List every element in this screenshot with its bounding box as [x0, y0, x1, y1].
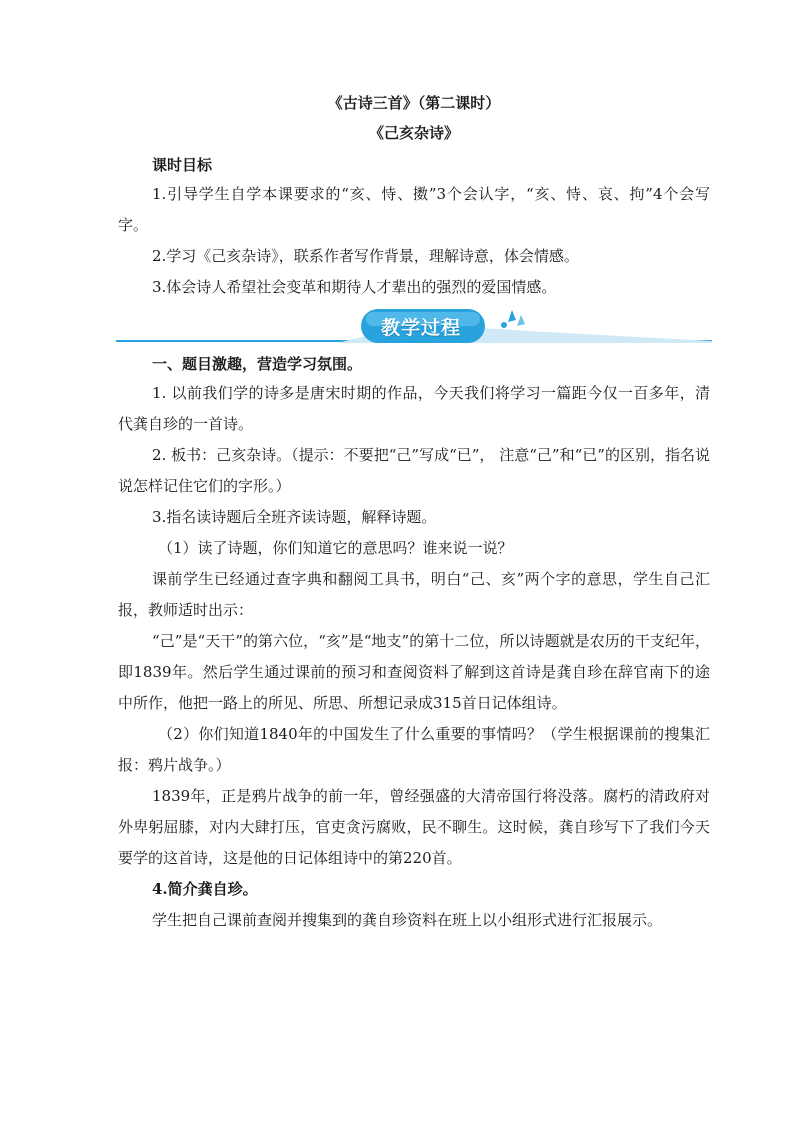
- process-paragraph-7: 4.简介龚自珍。: [152, 880, 258, 898]
- process-paragraph-2: 2. 板书：己亥杂诗。（提示：不要把“己”写成“已”， 注意“己”和“已”的区别，指名说说怎样记住它们的字形。）: [118, 446, 710, 495]
- banner-label: 教学过程: [380, 317, 461, 339]
- process-paragraph-6: 1839年，正是鸦片战争的前一年，曾经强盛的大清帝国行将没落。腐朽的清政府对外卑躬屈膝，对内大肆打压，官吏贪污腐败，民不聊生。这时候，龚自珍写下了我们今天要学的这首诗，这是他的日记体组诗中的第220首。: [118, 787, 710, 867]
- section-1-heading: 一、题目激趣，营造学习氛围。: [152, 355, 363, 373]
- process-paragraph-3: 3.指名读诗题后全班齐读诗题，解释诗题。: [152, 508, 437, 526]
- document-subtitle: 《己亥杂诗》: [368, 124, 459, 142]
- question-2: （2）你们知道1840年的中国发生了什么重要的事情吗？（学生根据课前的搜集汇报：鸦片战争。）: [118, 725, 710, 774]
- goal-item-3: 3.体会诗人希望社会变革和期待人才辈出的强烈的爱国情感。: [152, 278, 557, 296]
- document-title: 《古诗三首》（第二课时）: [327, 94, 501, 112]
- goals-heading: 课时目标: [152, 156, 213, 174]
- process-paragraph-1: 1. 以前我们学的诗多是唐宋时期的作品，今天我们将学习一篇距今仅一百多年，清代龚自珍的一首诗。: [118, 384, 710, 433]
- process-paragraph-8: 学生把自己课前查阅并搜集到的龚自珍资料在班上以小组形式进行汇报展示。: [152, 911, 663, 929]
- document-page: [118, 92, 710, 936]
- section-banner: [116, 307, 714, 349]
- process-paragraph-4: 课前学生已经通过查字典和翻阅工具书，明白“己、亥”两个字的意思，学生自己汇报，教师适时出示：: [118, 570, 710, 619]
- process-paragraph-5: “己”是“天干”的第六位，“亥”是“地支”的第十二位，所以诗题就是农历的干支纪年，即1839年。然后学生通过课前的预习和查阅资料了解到这首诗是龚自珍在辞官南下的途中所作，他把一路上的所见、所思、所想记录成315首日记体组诗。: [118, 632, 710, 712]
- question-1: （1）读了诗题，你们知道它的意思吗？谁来说一说？: [158, 539, 513, 557]
- goal-item-1: 1.引导学生自学本课要求的“亥、恃、擞”3个会认字，“亥、恃、哀、拘”4个会写字。: [118, 185, 710, 234]
- sparkle-icon: [508, 310, 516, 322]
- goal-item-2: 2.学习《己亥杂诗》，联系作者写作背景，理解诗意，体会情感。: [152, 247, 579, 265]
